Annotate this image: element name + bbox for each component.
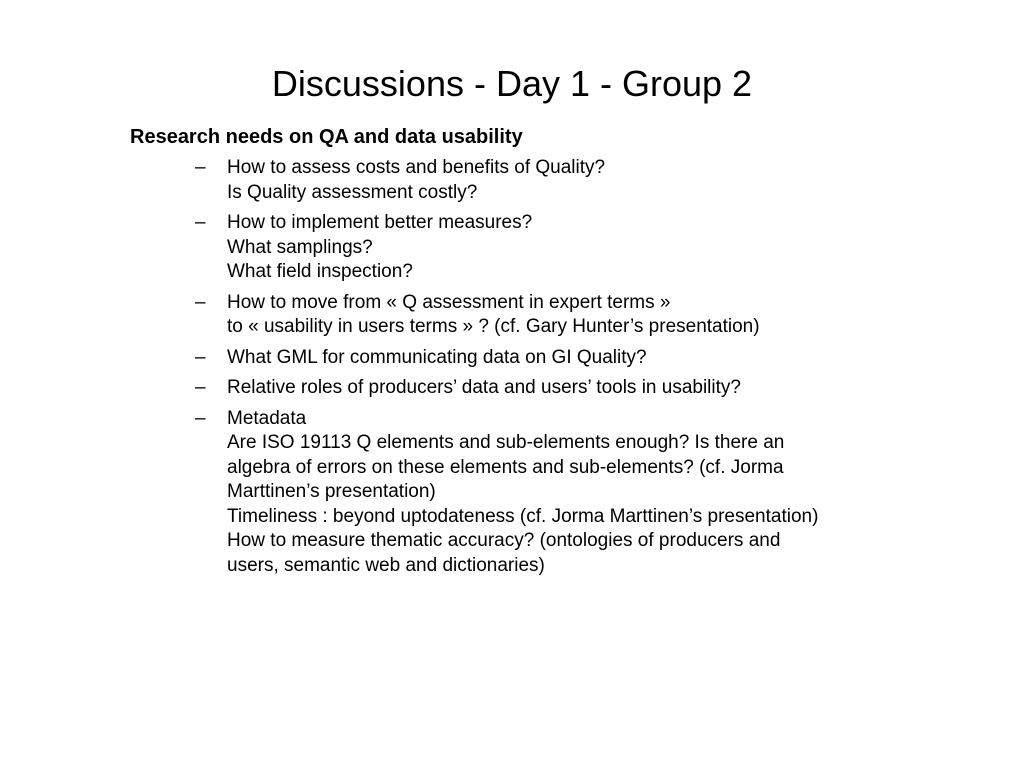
- bullet-line: Timeliness : beyond uptodateness (cf. Jorma Marttinen’s presentation): [227, 505, 819, 527]
- bullet-line: What GML for communicating data on GI Quality?: [227, 346, 647, 368]
- bullet-item: [190, 156, 990, 205]
- bullet-line: Are ISO 19113 Q elements and sub-elements enough? Is there an: [227, 432, 785, 453]
- bullet-dash: –: [195, 346, 206, 368]
- bullet-line: How to assess costs and benefits of Quality?: [227, 157, 606, 178]
- bullet-line: Metadata: [227, 407, 307, 429]
- slide-title: Discussions - Day 1 - Group 2: [271, 63, 753, 104]
- bullet-line: How to measure thematic accuracy? (ontologies of producers and: [227, 530, 781, 551]
- bullet-line: What samplings?: [227, 236, 373, 258]
- bullet-list: [190, 156, 990, 584]
- bullet-line: Marttinen’s presentation): [227, 481, 436, 502]
- bullet-line: algebra of errors on these elements and sub-elements? (cf. Jorma: [227, 456, 784, 478]
- bullet-dash: –: [195, 157, 206, 178]
- bullet-line: How to implement better measures?: [227, 212, 533, 233]
- bullet-item: [190, 407, 990, 579]
- bullet-dash: –: [195, 212, 206, 233]
- bullet-dash: –: [195, 407, 206, 429]
- bullet-item: [190, 346, 990, 371]
- bullet-line: How to move from « Q assessment in expert terms »: [227, 291, 671, 313]
- bullet-line: Relative roles of producers’ data and users’ tools in usability?: [227, 377, 741, 398]
- bullet-item: [190, 211, 990, 285]
- bullet-line: users, semantic web and dictionaries): [227, 554, 545, 576]
- bullet-item: [190, 376, 990, 401]
- bullet-line: to « usability in users terms » ? (cf. Gary Hunter’s presentation): [227, 316, 760, 337]
- bullet-line: What field inspection?: [227, 261, 413, 282]
- bullet-item: [190, 291, 990, 340]
- bullet-dash: –: [195, 291, 206, 313]
- bullet-dash: –: [195, 377, 206, 398]
- section-heading: Research needs on QA and data usability: [130, 126, 523, 148]
- bullet-line: Is Quality assessment costly?: [227, 181, 478, 203]
